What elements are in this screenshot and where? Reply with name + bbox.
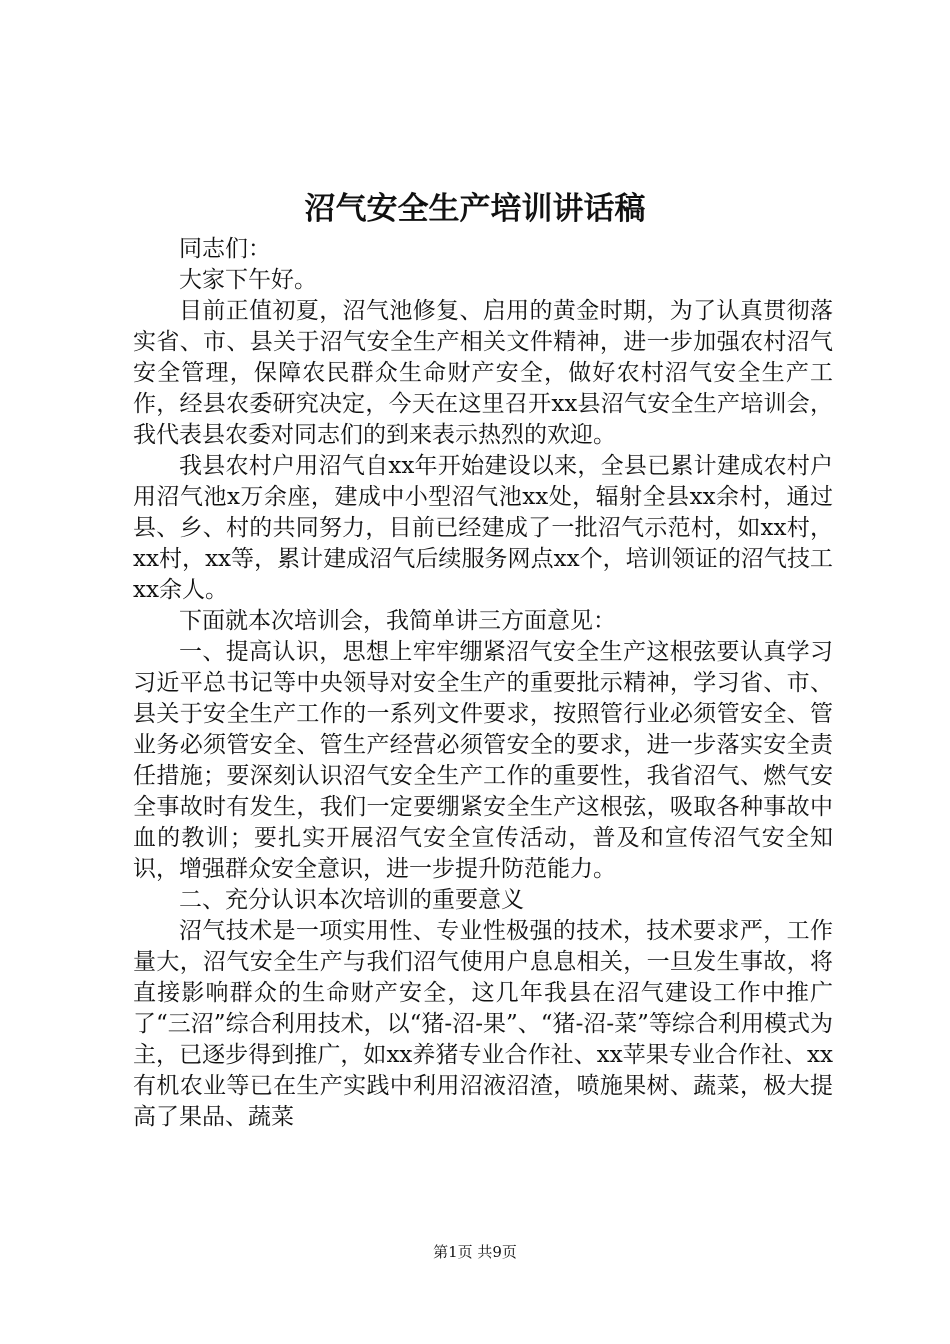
paragraph-background: 我县农村户用沼气自xx年开始建设以来，全县已累计建成农村户用沼气池x万余座，建成中小型沼气池xx处，辐射全县xx余村，通过县、乡、村的共同努力，目前已经建成了一批沼气示范村，如xx村，xx村，xx等，累计建成沼气后续服务网点xx个，培训领证的沼气技工xx余人。 [133, 453, 833, 603]
salutation: 同志们： [179, 236, 271, 262]
greeting: 大家下午好。 [179, 267, 317, 293]
document-title: 沼气安全生产培训讲话稿 [304, 191, 646, 227]
paragraph-point-two: 沼气技术是一项实用性、专业性极强的技术，技术要求严，工作量大，沼气安全生产与我们沼气使用户息息相关，一旦发生事故，将直接影响群众的生命财产安全，这几年我县在沼气建设工作中推广了“三沼”综合利用技术，以“猪-沼-果”、“猪-沼-菜”等综合利用模式为主，已逐步得到推广，如xx养猪专业合作社、xx苹果专业合作社、xx有机农业等已在生产实践中利用沼液沼渣，喷施果树、蔬菜，极大提高了果品、蔬菜 [133, 918, 833, 1130]
page-number: 第1页 共9页 [433, 1243, 517, 1261]
paragraph-intro: 目前正值初夏，沼气池修复、启用的黄金时期，为了认真贯彻落实省、市、县关于沼气安全生产相关文件精神，进一步加强农村沼气安全管理，保障农民群众生命财产安全，做好农村沼气安全生产工作，经县农委研究决定，今天在这里召开xx县沼气安全生产培训会，我代表县农委对同志们的到来表示热烈的欢迎。 [133, 298, 833, 448]
paragraph-point-one: 一、提高认识，思想上牢牢绷紧沼气安全生产这根弦要认真学习习近平总书记等中央领导对安全生产的重要批示精神，学习省、市、县关于安全生产工作的一系列文件要求，按照管行业必须管安全、管业务必须管安全、管生产经营必须管安全的要求，进一步落实安全责任措施；要深刻认识沼气安全生产工作的重要性，我省沼气、燃气安全事故时有发生，我们一定要绷紧安全生产这根弦，吸取各种事故中血的教训；要扎实开展沼气安全宣传活动，普及和宣传沼气安全知识，增强群众安全意识，进一步提升防范能力。 [133, 639, 833, 882]
paragraph-outline: 下面就本次培训会，我简单讲三方面意见： [179, 608, 616, 634]
document-body [133, 234, 833, 1133]
heading-point-two: 二、充分认识本次培训的重要意义 [179, 887, 524, 913]
